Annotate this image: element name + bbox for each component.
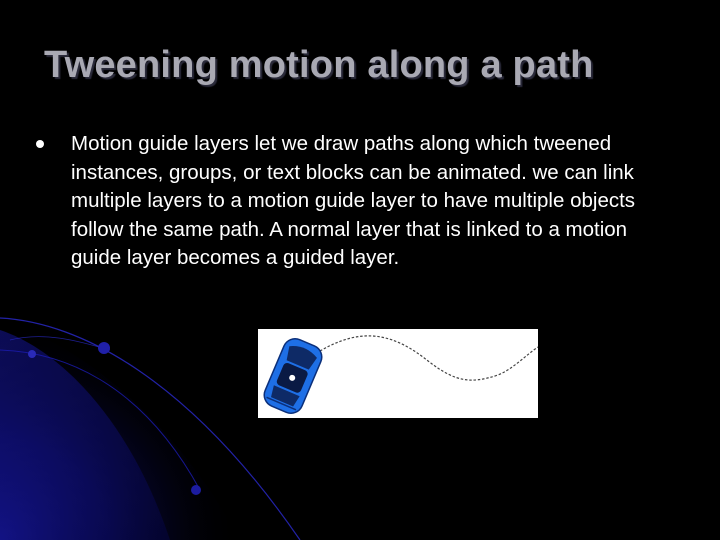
slide-title: Tweening motion along a path: [44, 44, 594, 86]
decorative-dot: [191, 485, 201, 495]
motion-path-illustration: [258, 329, 538, 418]
bullet-text: Motion guide layers let we draw paths along which tweened instances, groups, or text blocks can be animated. we can link multiple layers to a motion guide layer to have multiple objects follow the same path. A normal layer that is linked to a motion guide layer becomes a guided layer.: [71, 132, 636, 269]
bullet-icon: [36, 140, 44, 148]
decorative-dot: [98, 342, 110, 354]
bullet-item: [36, 130, 676, 273]
bullet-list: [36, 130, 676, 273]
decorative-dot: [28, 350, 36, 358]
motion-guide-path: [320, 336, 538, 380]
car-icon: [261, 335, 326, 417]
motion-path-drawing: [258, 329, 538, 418]
